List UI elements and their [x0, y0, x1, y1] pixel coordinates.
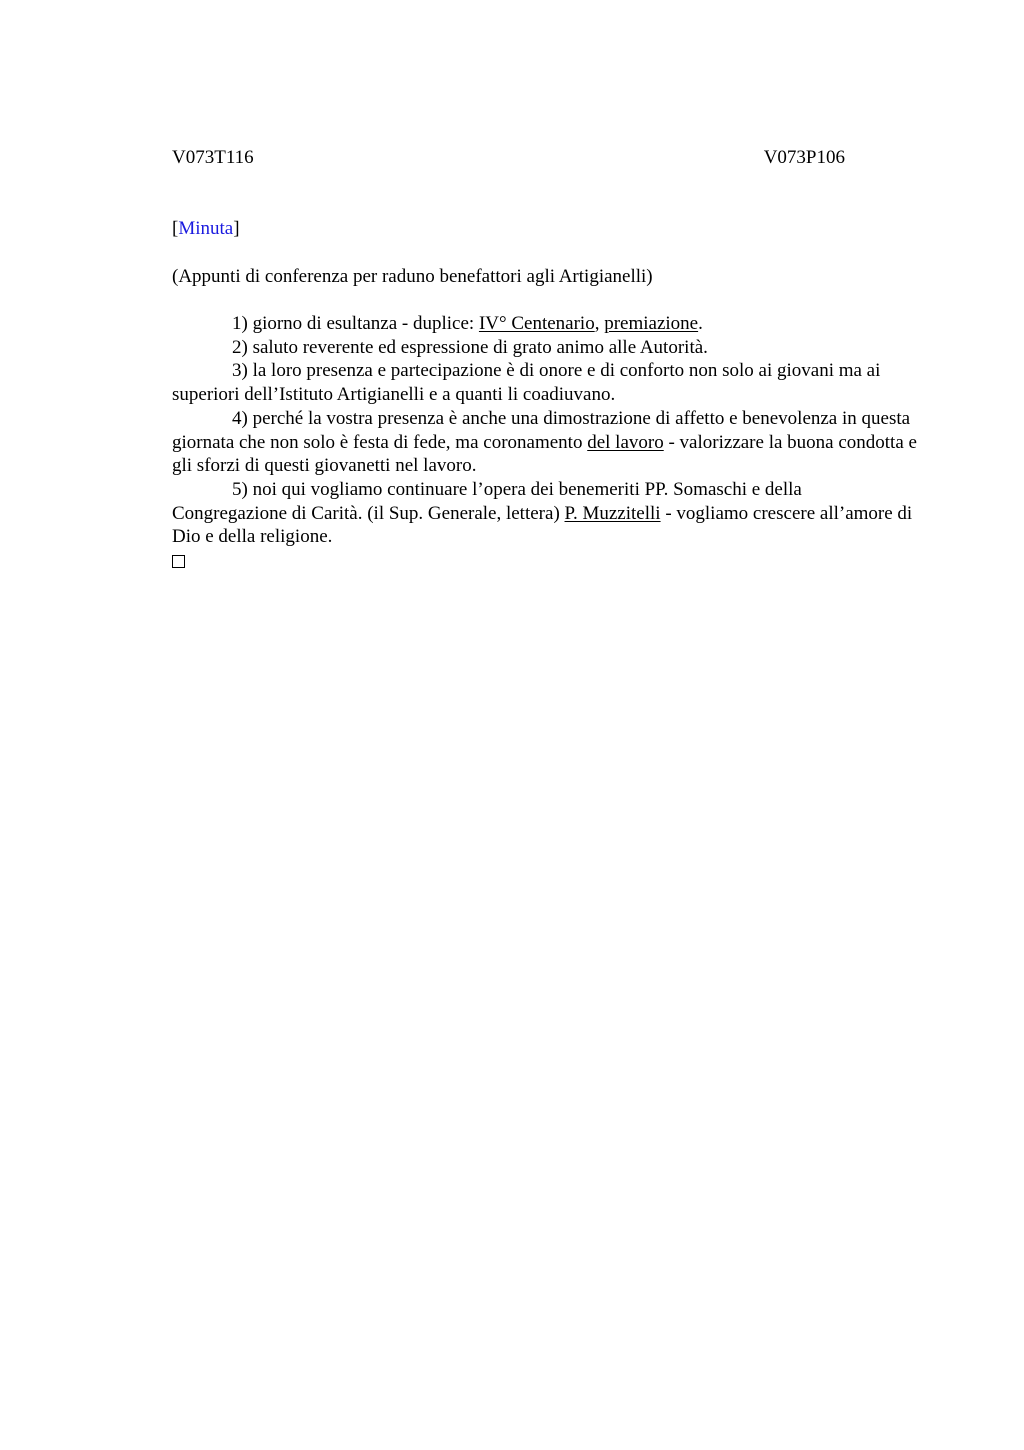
- list-item-1-underline-premiazione: premiazione: [604, 313, 699, 334]
- list-item-5-before: 5) noi qui vogliamo continuare l’opera dei benemeriti PP. Somaschi e della Congregazione di Carità. (il Sup. Generale, lettera): [172, 478, 802, 524]
- list-item-1-mid: ,: [594, 313, 605, 334]
- list-item-1-after: .: [698, 313, 703, 334]
- list-item-4-underline-lavoro: del lavoro: [587, 431, 664, 453]
- list-item-5-underline-muzzitelli: P. Muzzitelli: [564, 502, 661, 524]
- list-item-5-after: - vogliamo crescere all’amore di Dio e della religione.: [172, 502, 913, 548]
- list-item-4: [172, 407, 918, 478]
- list-item-4-after: - valorizzare la buona condotta e gli sforzi di questi giovanetti nel lavoro.: [172, 431, 917, 477]
- document-body: [172, 312, 918, 568]
- minuta-link[interactable]: Minuta: [178, 218, 234, 239]
- minuta-close-bracket: ]: [233, 218, 240, 239]
- document-header: [172, 146, 845, 170]
- list-item-2: 2) saluto reverente ed espressione di grato animo alle Autorità.: [232, 336, 708, 358]
- list-item-1-before: 1) giorno di esultanza - duplice:: [232, 313, 479, 334]
- document-subtitle: (Appunti di conferenza per raduno benefattori agli Artigianelli): [172, 266, 653, 287]
- document-code-left: V073T116: [172, 147, 254, 168]
- list-item-1: [172, 312, 918, 336]
- end-of-document-square-icon: [172, 555, 185, 568]
- list-item-3: 3) la loro presenza e partecipazione è di onore e di conforto non solo ai giovani ma ai superiori dell’Istituto Artigianelli e a quanti li coadiuvano.: [172, 360, 881, 406]
- list-item-5: [172, 478, 918, 549]
- minuta-heading: [172, 217, 240, 241]
- document-code-right: V073P106: [763, 147, 845, 168]
- minuta-open-bracket: [: [172, 218, 179, 239]
- list-item-4-before: 4) perché la vostra presenza è anche una dimostrazione di affetto e benevolenza in questa giornata che non solo è festa di fede, ma coronamento: [172, 407, 911, 453]
- list-item-1-underline-centenario: IV° Centenario: [478, 313, 595, 334]
